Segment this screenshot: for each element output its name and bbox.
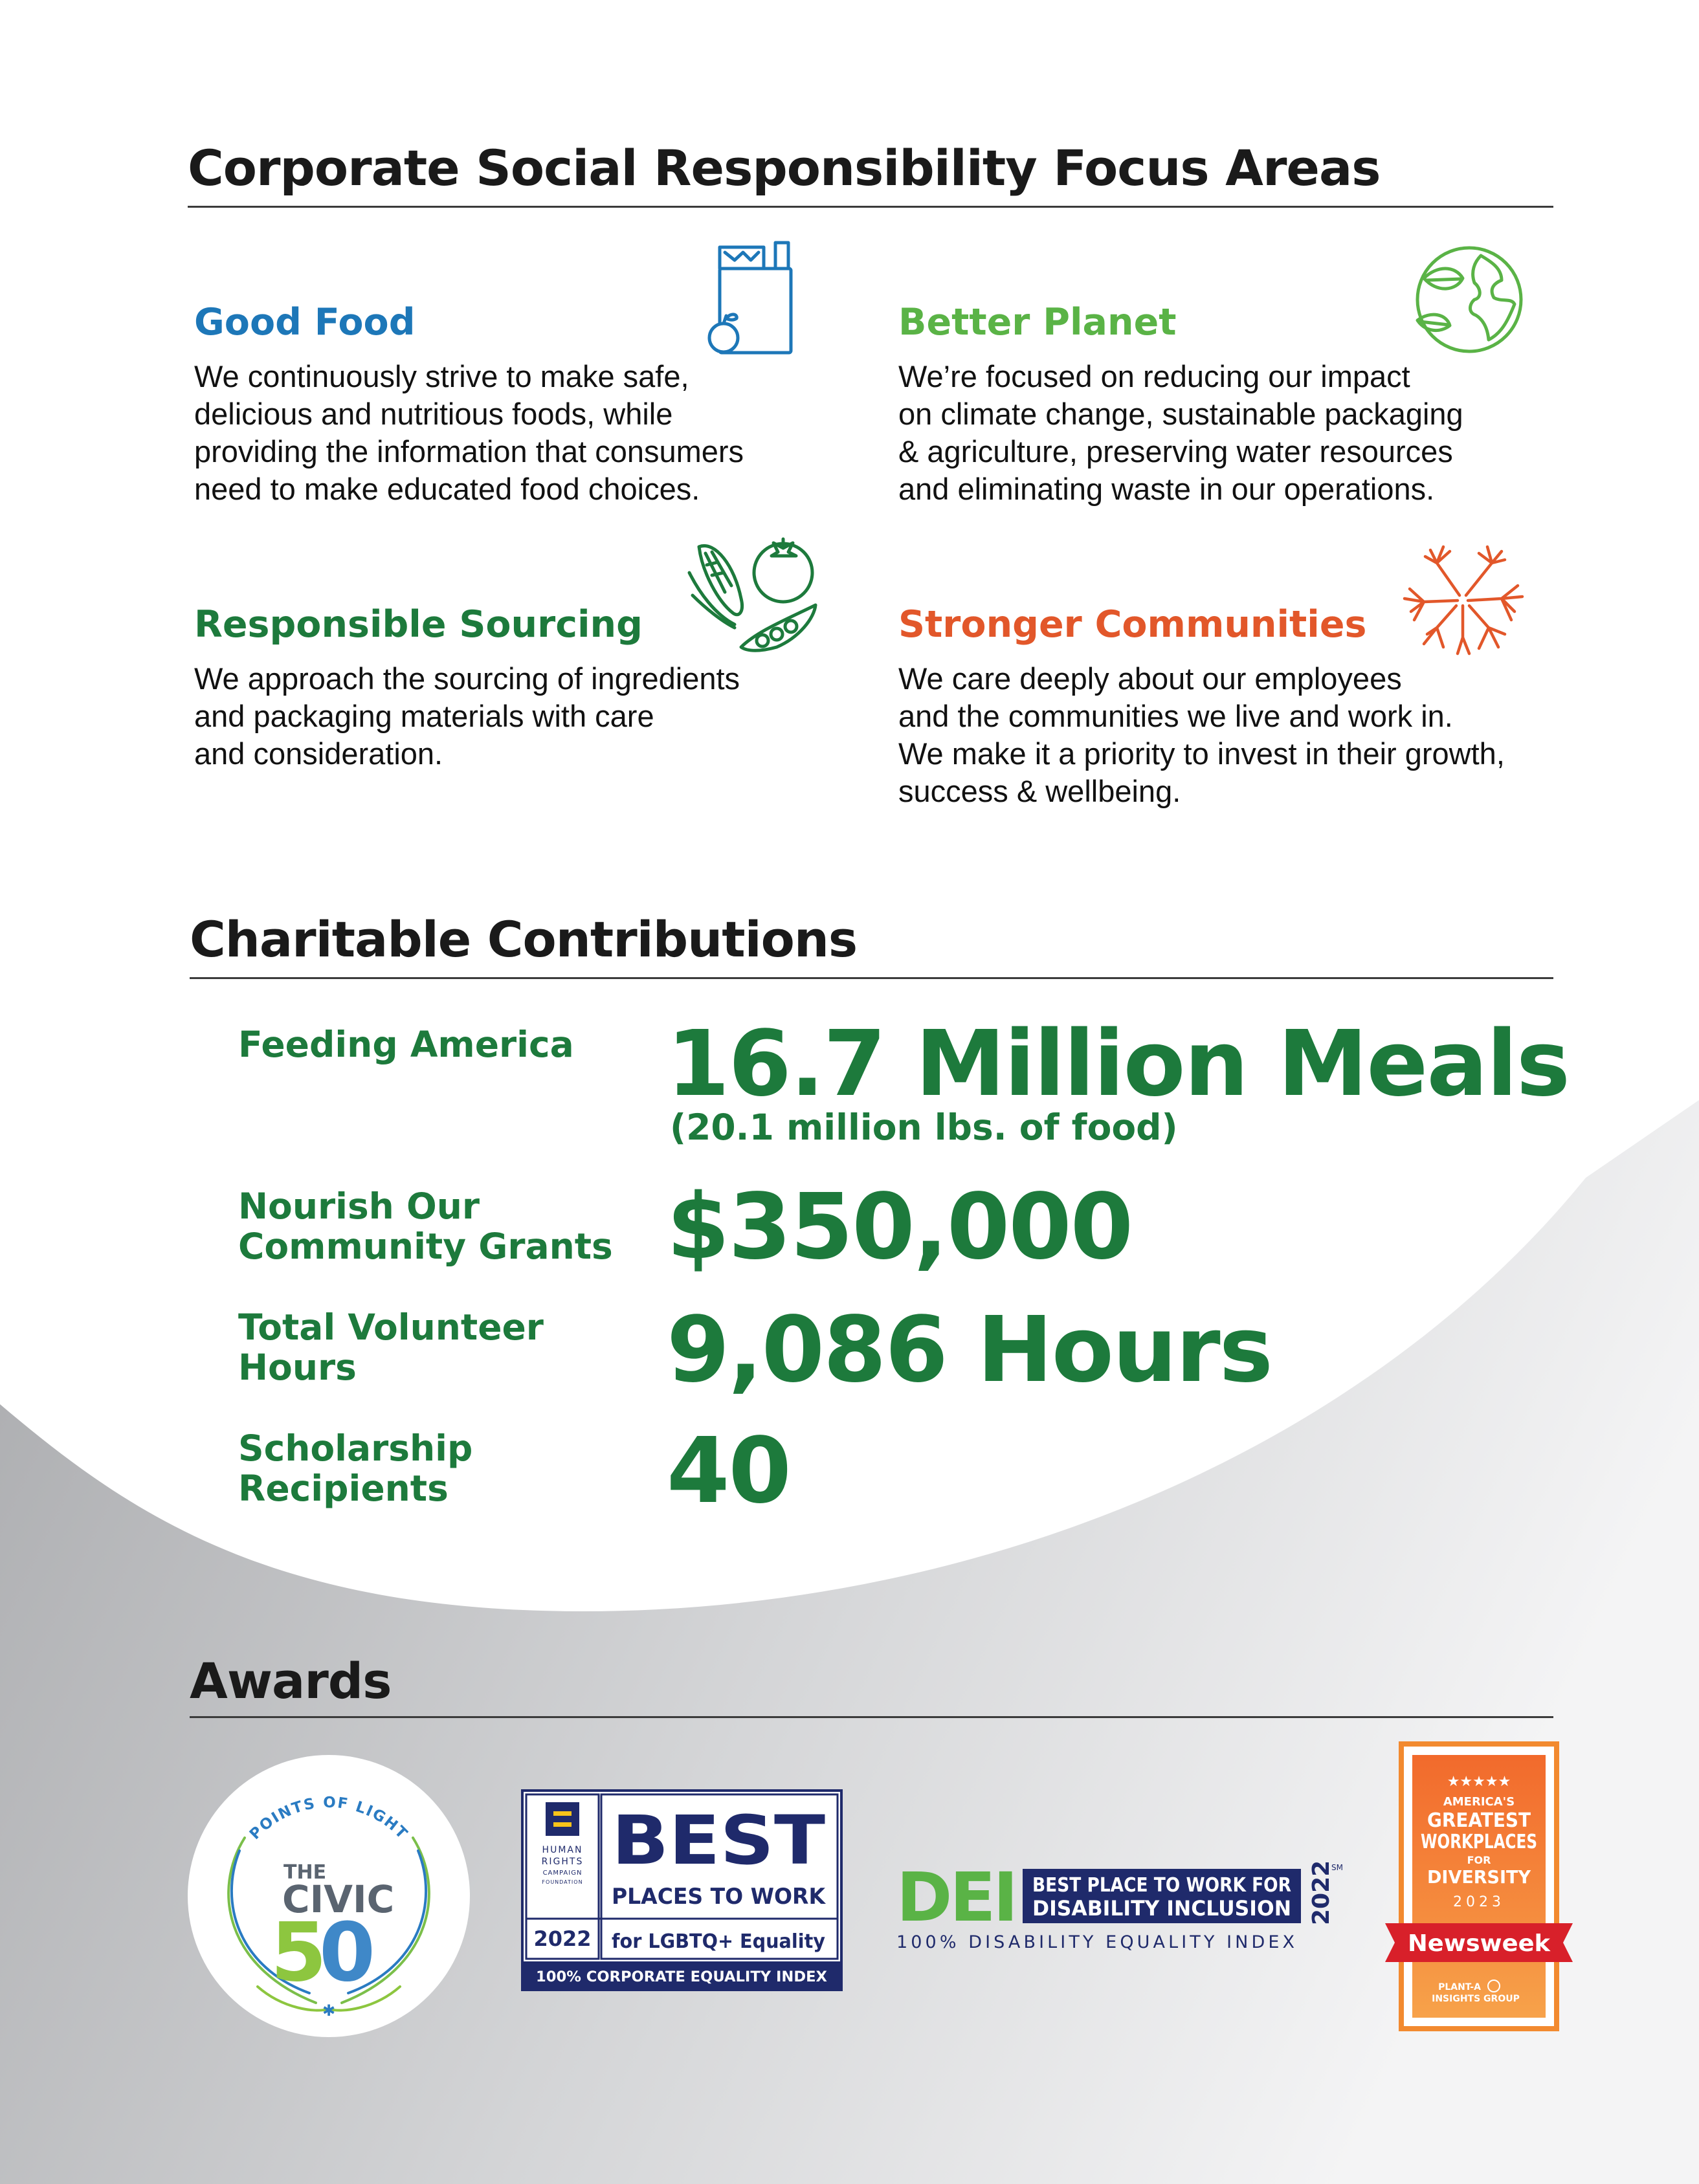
responsible-sourcing-title: Responsible Sourcing	[194, 603, 643, 646]
dei-index-text: 100% DISABILITY EQUALITY INDEX	[896, 1932, 1298, 1952]
civic-arc-text: POINTS OF LIGHT	[246, 1794, 412, 1844]
contribution-sub-lbs-food: (20.1 million lbs. of food)	[670, 1107, 1178, 1148]
contribution-value-scholarship: 40	[667, 1418, 790, 1524]
contribution-value-meals: 16.7 Million Meals	[667, 1011, 1570, 1117]
hrc-best-places-award	[521, 1789, 843, 1991]
dei-logo-text: DEI	[896, 1858, 1016, 1937]
newsweek-workplaces: WORKPLACES	[1421, 1831, 1537, 1853]
responsible-sourcing-text: We approach the sourcing of ingredients and packaging materials with care and consideration.	[194, 661, 740, 771]
earth-leaf-icon	[1405, 243, 1527, 356]
civic-50-award-badge	[186, 1754, 471, 2038]
hrc-best-text: BEST	[612, 1801, 826, 1880]
focus-section-title: Corporate Social Responsibility Focus Areas	[188, 139, 1381, 197]
newsweek-brand: Newsweek	[1408, 1930, 1551, 1957]
civic-the-text: THE	[283, 1861, 327, 1884]
dei-line-1: BEST PLACE TO WORK FOR	[1032, 1874, 1291, 1897]
hrc-line-3: CAMPAIGN	[542, 1870, 583, 1877]
contribution-label-scholarship: Scholarship Recipients	[238, 1428, 473, 1509]
produce-icon	[686, 534, 822, 657]
joined-hands-icon	[1398, 537, 1527, 657]
stronger-communities-title: Stronger Communities	[898, 603, 1367, 646]
hrc-index-text: 100% CORPORATE EQUALITY INDEX	[536, 1969, 828, 1985]
focus-divider	[188, 206, 1553, 208]
hrc-line-2: RIGHTS	[541, 1857, 584, 1867]
newsweek-partner-line-1: PLANT-A	[1438, 1982, 1481, 1992]
newsweek-americas: AMERICA'S	[1443, 1795, 1515, 1809]
contribution-value-volunteer-hours: 9,086 Hours	[667, 1297, 1272, 1403]
newsweek-partner-line-2: INSIGHTS GROUP	[1432, 1994, 1520, 2004]
grocery-bag-icon	[686, 239, 809, 359]
contribution-value-grants: $350,000	[667, 1175, 1133, 1280]
newsweek-stars: ★★★★★	[1447, 1774, 1511, 1790]
hrc-line-1: HUMAN	[542, 1845, 583, 1855]
newsweek-year: 2023	[1453, 1894, 1505, 1910]
newsweek-for: FOR	[1467, 1854, 1491, 1866]
newsweek-diversity: DIVERSITY	[1427, 1866, 1531, 1888]
newsweek-greatest: GREATEST	[1427, 1809, 1531, 1832]
hrc-equal-sign-icon	[546, 1802, 579, 1836]
contribution-label-grants: Nourish Our Community Grants	[238, 1186, 613, 1267]
hrc-year: 2022	[533, 1926, 592, 1951]
awards-divider	[190, 1716, 1553, 1718]
good-food-title: Good Food	[194, 301, 416, 344]
newsweek-greatest-workplaces-award	[1372, 1741, 1586, 2038]
contribution-label-volunteer: Total Volunteer Hours	[238, 1307, 544, 1388]
civic-star-icon: ✱	[322, 2002, 336, 2020]
hrc-places-text: PLACES TO WORK	[612, 1884, 827, 1910]
better-planet-title: Better Planet	[898, 301, 1177, 344]
stronger-communities-text: We care deeply about our employees and the communities we live and work in. We make it a priority to invest in their growth, success & wellbeing.	[898, 661, 1505, 808]
hrc-line-4: FOUNDATION	[542, 1879, 583, 1885]
dei-line-2: DISABILITY INCLUSION	[1032, 1896, 1291, 1921]
dei-year: 2022	[1308, 1860, 1335, 1925]
dei-sm-mark: SM	[1331, 1863, 1343, 1872]
dei-disability-award	[896, 1857, 1349, 1954]
awards-section-title: Awards	[190, 1652, 392, 1710]
civic-word-text: CIVIC	[282, 1877, 395, 1921]
contribution-label-feeding-america: Feeding America	[238, 1024, 574, 1065]
civic-number-5: 5	[271, 1906, 327, 2000]
charitable-divider	[190, 977, 1553, 979]
civic-number-0: 0	[319, 1906, 375, 2000]
hrc-for-text: for LGBTQ+ Equality	[612, 1930, 826, 1953]
charitable-section-title: Charitable Contributions	[190, 910, 858, 968]
better-planet-text: We’re focused on reducing our impact on climate change, sustainable packaging & agriculture, preserving water resources and eliminating waste in our operations.	[898, 359, 1463, 506]
good-food-text: We continuously strive to make safe, delicious and nutritious foods, while providing the information that consumers need to make educated food choices.	[194, 359, 744, 506]
